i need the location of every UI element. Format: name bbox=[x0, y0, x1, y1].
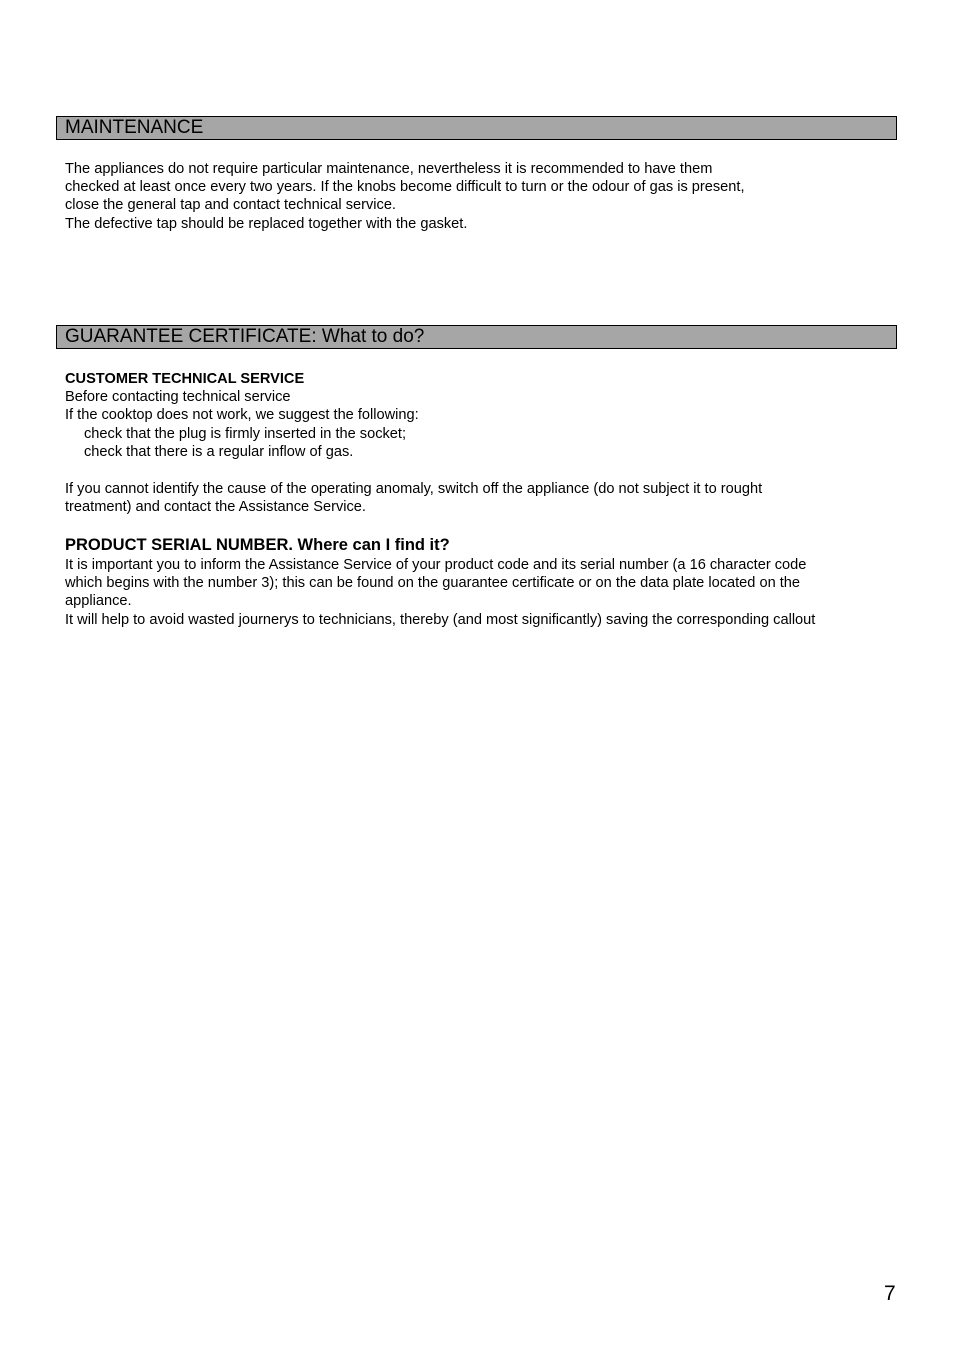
check-item: check that there is a regular inflow of gas. bbox=[84, 443, 354, 460]
check-item: check that the plug is firmly inserted in the socket; bbox=[84, 425, 407, 442]
customer-service-title: CUSTOMER TECHNICAL SERVICE bbox=[65, 371, 305, 387]
serial-line: It will help to avoid wasted journerys to technicians, thereby (and most significantly) saving the corresponding callout bbox=[65, 611, 816, 628]
anomaly-line: If you cannot identify the cause of the operating anomaly, switch off the appliance (do not subject it to rought bbox=[65, 481, 763, 497]
maintenance-heading: MAINTENANCE bbox=[56, 116, 897, 140]
serial-line: which begins with the number 3); this can be found on the guarantee certificate or on the data plate located on the bbox=[65, 575, 801, 592]
serial-number-title: PRODUCT SERIAL NUMBER. Where can I find it? bbox=[65, 536, 450, 554]
maintenance-text bbox=[65, 160, 895, 233]
guarantee-heading: GUARANTEE CERTIFICATE: What to do? bbox=[56, 325, 897, 349]
maintenance-line: close the general tap and contact technical service. bbox=[65, 197, 396, 214]
serial-line: It is important you to inform the Assistance Service of your product code and its serial number (a 16 character code bbox=[65, 557, 807, 573]
serial-line: appliance. bbox=[65, 593, 132, 610]
customer-service-block bbox=[65, 370, 895, 461]
anomaly-block bbox=[65, 480, 895, 516]
maintenance-line: checked at least once every two years. If the knobs become difficult to turn or the odour of gas is present, bbox=[65, 179, 745, 196]
anomaly-line: treatment) and contact the Assistance Service. bbox=[65, 499, 366, 516]
service-intro-line: If the cooktop does not work, we suggest the following: bbox=[65, 407, 419, 424]
serial-number-block bbox=[65, 556, 895, 629]
service-intro-line: Before contacting technical service bbox=[65, 389, 291, 406]
page-number: 7 bbox=[884, 1282, 896, 1305]
maintenance-line: The appliances do not require particular maintenance, nevertheless it is recommended to have them bbox=[65, 161, 713, 177]
maintenance-line: The defective tap should be replaced together with the gasket. bbox=[65, 215, 468, 232]
